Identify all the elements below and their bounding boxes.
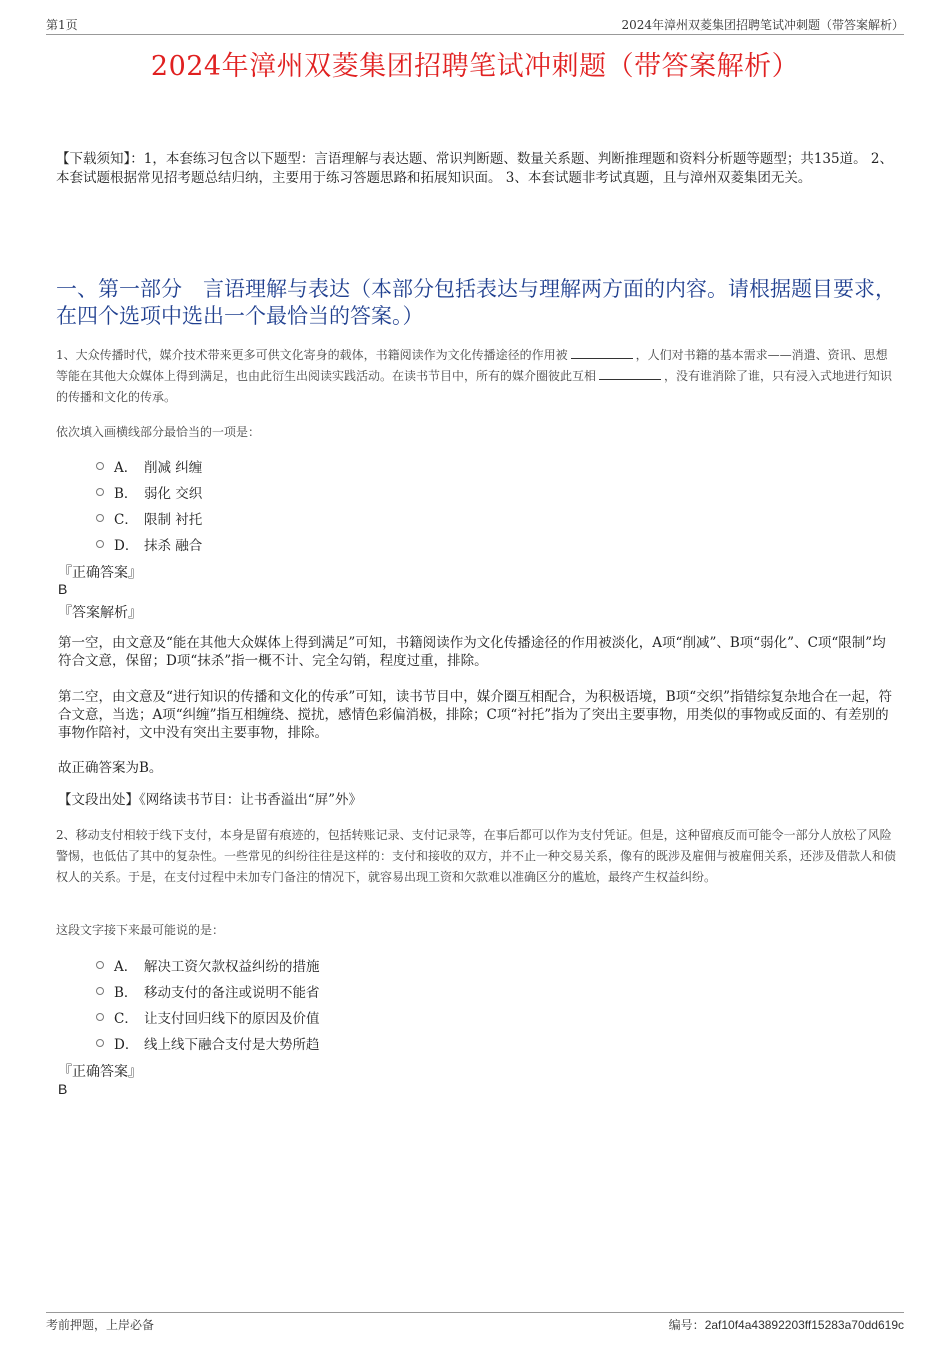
option-c[interactable]: C． 让支付回归线下的原因及价值 — [96, 1004, 320, 1030]
page-footer — [46, 1312, 904, 1333]
option-d[interactable]: D． 抹杀 融合 — [96, 531, 202, 557]
page-header — [46, 14, 904, 35]
footer-slogan: 考前押题，上岸必备 — [46, 1318, 155, 1332]
radio-button-icon[interactable] — [96, 961, 104, 969]
question-1-options — [96, 453, 202, 557]
option-b[interactable]: B． 移动支付的备注或说明不能省 — [96, 978, 320, 1004]
option-a[interactable]: A． 解决工资欠款权益纠纷的措施 — [96, 952, 320, 978]
radio-button-icon[interactable] — [96, 1039, 104, 1047]
question-2-text: 2、移动支付相较于线下支付，本身是留有痕迹的，包括转账记录、支付记录等，在事后都可以作为支付凭证。但是，这种留痕反而可能令一部分人放松了风险警惕，也低估了其中的复杂性。一些常见的纠纷往往是这样的：支付和接收的双方，并不止一种交易关系，像有的既涉及雇佣与被雇佣关系，还涉及借款人和债权人的关系。于是，在支付过程中未加专门备注的情况下，就容易出现工资和欠款难以准确区分的尴尬，最终产生权益纠纷。 — [56, 828, 897, 884]
option-b[interactable]: B． 弱化 交织 — [96, 479, 202, 505]
document-code: 编号：2af10f4a43892203ff15283a70dd619c — [668, 1318, 904, 1332]
option-d[interactable]: D． 线上线下融合支付是大势所趋 — [96, 1030, 320, 1056]
source-citation: 【文段出处】《网络读书节目：让书香溢出“屏”外》 — [58, 792, 363, 808]
radio-button-icon[interactable] — [96, 1013, 104, 1021]
radio-button-icon[interactable] — [96, 514, 104, 522]
question-2-prompt: 这段文字接下来最可能说的是： — [56, 923, 225, 937]
radio-button-icon[interactable] — [96, 540, 104, 548]
answer-blank-1 — [571, 346, 633, 359]
section-title: 一、第一部分 言语理解与表达（本部分包括表达与理解两方面的内容。请根据题目要求，在四个选项中选出一个最恰当的答案。） — [56, 277, 896, 328]
page-number: 第1页 — [46, 18, 78, 32]
correct-answer-value: B — [58, 1081, 68, 1097]
header-doc-title: 2024年漳州双菱集团招聘笔试冲刺题（带答案解析） — [621, 18, 904, 32]
answer-blank-2 — [599, 367, 661, 380]
analysis-paragraph-1: 第一空，由文意及“能在其他大众媒体上得到满足”可知，书籍阅读作为文化传播途径的作用被淡化，A项“削减”、B项“弱化”、C项“限制”均符合文意，保留；D项“抹杀”指一概不计、完全勾销，程度过重，排除。 — [58, 635, 886, 669]
radio-button-icon[interactable] — [96, 462, 104, 470]
question-2-options — [96, 952, 320, 1056]
analysis-conclusion: 故正确答案为B。 — [58, 760, 163, 776]
page-title: 2024年漳州双菱集团招聘笔试冲刺题（带答案解析） — [150, 51, 800, 82]
radio-button-icon[interactable] — [96, 488, 104, 496]
correct-answer-value: B — [58, 581, 68, 597]
correct-answer-label: 『正确答案』 — [58, 1064, 142, 1080]
question-1-prompt: 依次填入画横线部分最恰当的一项是： — [56, 425, 261, 439]
option-a[interactable]: A． 削减 纠缠 — [96, 453, 202, 479]
option-c[interactable]: C． 限制 衬托 — [96, 505, 202, 531]
analysis-label: 『答案解析』 — [58, 605, 142, 621]
radio-button-icon[interactable] — [96, 987, 104, 995]
correct-answer-label: 『正确答案』 — [58, 565, 142, 581]
analysis-paragraph-2: 第二空，由文意及“进行知识的传播和文化的传承”可知，读书节目中，媒介圈互相配合，为积极语境，B项“交织”指错综复杂地合在一起，符合文意，当选；A项“纠缠”指互相缠绕、搅扰，感情色彩偏消极，排除；C项“衬托”指为了突出主要事物，用类似的事物或反面的、有差别的事物作陪衬，文中没有突出主要事物，排除。 — [58, 689, 893, 741]
download-notice: 【下载须知】：1，本套练习包含以下题型：言语理解与表达题、常识判断题、数量关系题、判断推理题和资料分析题等题型；共135道。 2、本套试题根据常见招考题总结归纳，主要用于练习答题思路和拓展知识面。 3、本套试题非考试真题，且与漳州双菱集团无关。 — [56, 151, 893, 186]
question-1-text: 1、大众传播时代，媒介技术带来更多可供文化寄身的载体，书籍阅读作为文化传播途径的作用被 ，人们对书籍的基本需求——消遣、资讯、思想等能在其他大众媒体上得到满足，也由此衍生出阅读实践活动。在读书节目中，所有的媒介圈彼此互相 ，没有谁消除了谁，只有浸入式地进行知识的传播和文化的传承。 — [56, 348, 893, 404]
